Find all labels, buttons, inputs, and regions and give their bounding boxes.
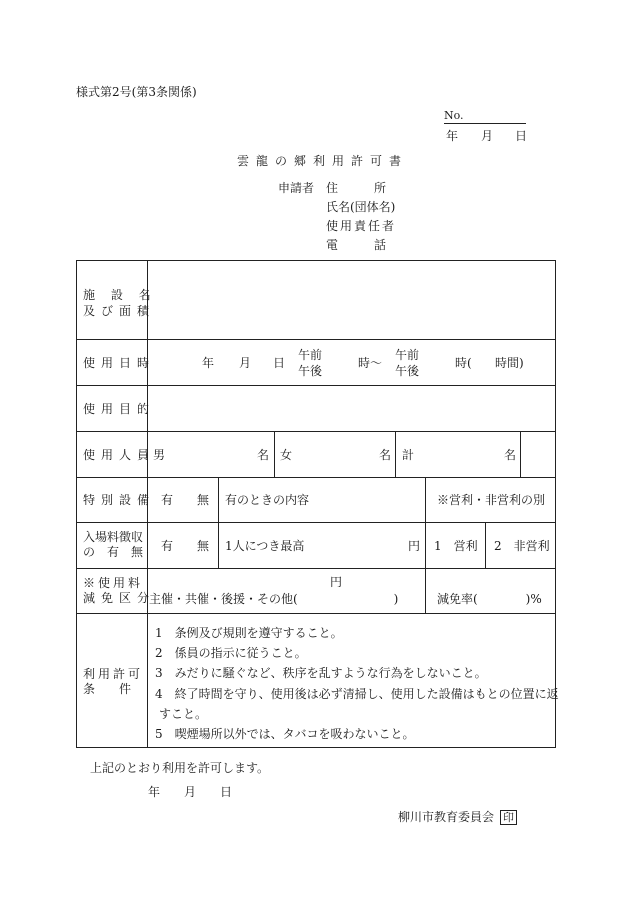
reduction-label-1: ※使用料 (83, 576, 144, 590)
issuer (398, 810, 517, 825)
datetime-am-2: 午前 (395, 348, 420, 362)
page-title: 雲龍の郷利用許可書 (237, 154, 409, 168)
fee-commercial: 1 営利 (434, 539, 478, 553)
condition-item: 2 係員の指示に従うこと。 (155, 646, 307, 660)
facility-label-2: 及び面積 (83, 304, 156, 318)
issuer-name: 柳川市教育委員会 (398, 810, 495, 824)
col-divider (274, 431, 275, 477)
people-male-unit: 名 (257, 448, 270, 462)
date-month: 月 (481, 129, 494, 143)
fee-noncommercial: 2 非営利 (494, 539, 550, 553)
facility-label-1: 施 設 名 (83, 288, 157, 302)
row-divider (77, 385, 555, 386)
condition-item: 5 喫煙場所以外では、タバコを吸わないこと。 (155, 727, 415, 741)
applicant-phone: 電 話 (326, 238, 387, 252)
conditions-label-2: 条 件 (83, 682, 132, 696)
people-label: 使用人員 (83, 448, 156, 462)
reduction-rate: 減免率( )% (437, 592, 542, 606)
no-underline (444, 123, 526, 124)
application-form-table (76, 260, 559, 748)
equipment-has: 有 無 (161, 493, 210, 507)
date-year: 年 (446, 129, 459, 143)
conditions-label-1: 利用許可 (83, 667, 144, 681)
fee-label-2: の 有 無 (83, 545, 144, 559)
no-label: No. (444, 109, 464, 122)
row-divider (77, 522, 555, 523)
datetime-am-1: 午前 (298, 348, 323, 362)
row-divider (77, 613, 555, 614)
reduction-label-2: 減免区分 (83, 591, 156, 605)
condition-item: 4 終了時間を守り、使用後は必ず清掃し、使用した設備はもとの位置に返 (155, 687, 559, 701)
applicant-address: 住 所 (326, 181, 387, 195)
datetime-hours: 時間) (495, 356, 524, 370)
applicant-responsible: 使用責任者 (326, 219, 397, 233)
fee-yen: 円 (408, 539, 421, 553)
people-female-unit: 名 (379, 448, 392, 462)
people-male: 男 (153, 448, 166, 462)
seal-mark: 印 (500, 810, 517, 825)
reduction-yen: 円 (330, 575, 343, 589)
datetime-year: 年 (202, 356, 215, 370)
equipment-content-label: 有のときの内容 (225, 493, 310, 507)
col-divider (218, 477, 219, 568)
datetime-month: 月 (239, 356, 252, 370)
people-female: 女 (280, 448, 293, 462)
row-divider (77, 477, 555, 478)
condition-item: 3 みだりに騒ぐなど、秩序を乱すような行為をしないこと。 (155, 666, 487, 680)
datetime-label: 使用日時 (83, 356, 156, 370)
permit-text: 上記のとおり利用を許可します。 (90, 761, 270, 775)
permit-date: 年 月 日 (148, 785, 233, 799)
datetime-day: 日 (273, 356, 286, 370)
condition-item: 1 条例及び規則を遵守すること。 (155, 626, 343, 640)
fee-has: 有 無 (161, 539, 210, 553)
datetime-pm-2: 午後 (395, 364, 420, 378)
reduction-sponsor: 主催・共催・後援・その他( ) (149, 592, 399, 606)
fee-label-1: 入場料徴収 (83, 530, 144, 544)
col-divider (520, 431, 521, 477)
people-total-unit: 名 (504, 448, 517, 462)
equipment-commercial-note: ※営利・非営利の別 (437, 493, 546, 507)
datetime-pm-1: 午後 (298, 364, 323, 378)
fee-max-per-person: 1人につき最高 (225, 539, 305, 553)
applicant-label: 申請者 (278, 181, 315, 195)
datetime-hour-to: 時〜 (358, 356, 383, 370)
applicant-name: 氏名(団体名) (326, 200, 396, 214)
row-divider (77, 431, 555, 432)
col-divider (485, 522, 486, 568)
form-number: 様式第2号(第3条関係) (76, 85, 197, 99)
people-total: 計 (402, 448, 415, 462)
purpose-label: 使用目的 (83, 402, 156, 416)
col-divider (425, 477, 426, 613)
condition-item: すこと。 (159, 707, 208, 721)
datetime-hour-end: 時( (455, 356, 472, 370)
row-divider (77, 339, 555, 340)
date-day: 日 (515, 129, 528, 143)
row-divider (77, 568, 555, 569)
col-divider (395, 431, 396, 477)
equipment-label: 特別設備 (83, 493, 156, 507)
